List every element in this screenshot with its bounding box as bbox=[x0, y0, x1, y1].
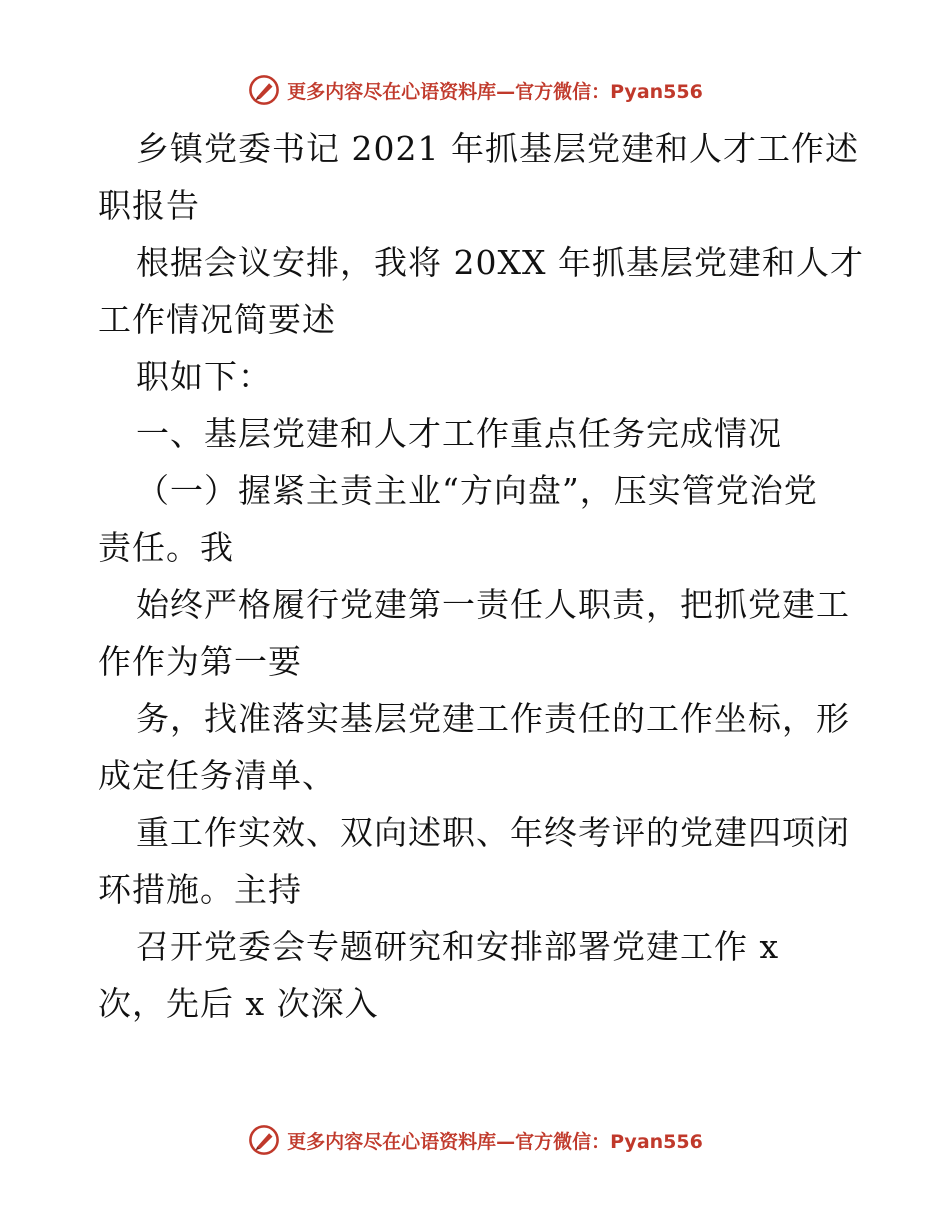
text-line: 作作为第一要 bbox=[98, 642, 302, 681]
text-line: 成定任务清单、 bbox=[98, 756, 336, 795]
text-line: 工作情况简要述 bbox=[98, 300, 336, 339]
text-line: 召开党委会专题研究和安排部署党建工作 x bbox=[136, 927, 780, 966]
text-line: 务，找准落实基层党建工作责任的工作坐标，形 bbox=[136, 699, 850, 738]
text-line: （一）握紧主责主业“方向盘”，压实管党治党 bbox=[136, 471, 818, 510]
text-line: 次，先后 x 次深入 bbox=[98, 984, 379, 1023]
text-line: 重工作实效、双向述职、年终考评的党建四项闭 bbox=[136, 813, 850, 852]
header-watermark bbox=[0, 70, 950, 110]
text-line: 环措施。主持 bbox=[98, 870, 302, 909]
text-line: 根据会议安排，我将 20XX 年抓基层党建和人才 bbox=[136, 243, 864, 282]
text-line: 乡镇党委书记 2021 年抓基层党建和人才工作述 bbox=[136, 129, 859, 168]
watermark-text: 更多内容尽在心语资料库—官方微信：Pyan556 bbox=[287, 1130, 703, 1153]
pen-logo-icon bbox=[247, 73, 281, 107]
pen-logo-icon bbox=[247, 1123, 281, 1157]
text-line: 始终严格履行党建第一责任人职责，把抓党建工 bbox=[136, 585, 850, 624]
footer-watermark bbox=[0, 1120, 950, 1160]
text-line: 一、基层党建和人才工作重点任务完成情况 bbox=[136, 414, 782, 453]
text-line: 责任。我 bbox=[98, 528, 234, 567]
text-line: 职如下： bbox=[136, 357, 272, 396]
watermark-text: 更多内容尽在心语资料库—官方微信：Pyan556 bbox=[287, 80, 703, 103]
text-line: 职报告 bbox=[98, 186, 200, 225]
document-body bbox=[98, 120, 864, 1032]
